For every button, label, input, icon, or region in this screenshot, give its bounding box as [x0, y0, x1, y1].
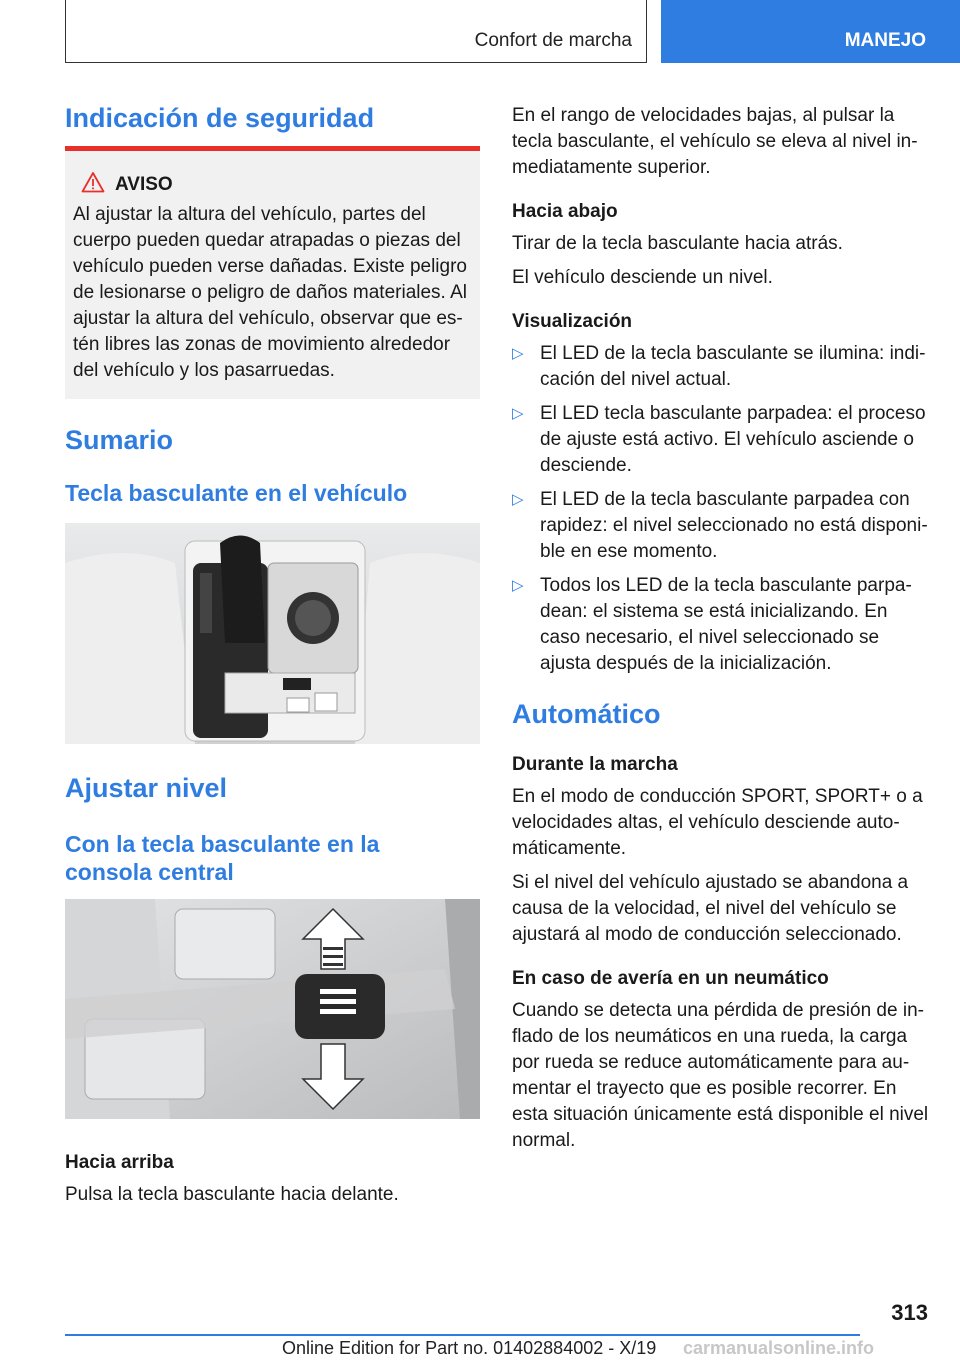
header-tab[interactable] [661, 0, 960, 63]
triangle-bullet-icon: ▷ [512, 577, 524, 594]
list-item [512, 341, 930, 393]
subheading-rocker: Tecla basculante en el vehículo [65, 480, 408, 506]
down-text-1: Tirar de la tecla basculante hacia atrás. [512, 233, 843, 254]
page-number: 313 [891, 1300, 928, 1325]
footer-edition: Online Edition for Part no. 01402884002 - X/19 [282, 1338, 657, 1358]
triangle-bullet-icon: ▷ [512, 405, 524, 422]
list-item-text: El LED de la tecla basculante parpadea con rapidez: el nivel seleccionado no está disponible en ese momento. [540, 489, 928, 562]
heading-automatic: Automático [512, 699, 661, 729]
list-item-text: Todos los LED de la tecla basculante parpadean: el sistema se está inicializando. En caso necesario, el nivel seleccionado se ajusta después de la inicialización. [540, 575, 912, 674]
up-title: Hacia arriba [65, 1152, 174, 1173]
footer-line [65, 1334, 860, 1336]
rocker-key-photo [65, 899, 480, 1119]
list-item [512, 573, 930, 677]
triangle-bullet-icon: ▷ [512, 491, 524, 508]
header-box [65, 0, 647, 63]
subheading-console: Con la tecla basculante en la consola central [65, 831, 380, 885]
triangle-bullet-icon: ▷ [512, 345, 524, 362]
drive-text-2: Si el nivel del vehículo ajustado se abandona a causa de la velocidad, el nivel del vehículo se ajustará al modo de conducción seleccionado. [512, 872, 909, 945]
list-item [512, 401, 930, 479]
visualization-title: Visualización [512, 311, 633, 332]
console-photo [65, 523, 480, 744]
warning-triangle-icon [81, 171, 105, 198]
warning-text: Al ajustar la altura del vehículo, partes del cuerpo pueden quedar atrapadas o piezas del vehículo pueden verse dañadas. Existe peligro de lesionarse o peligro de daños materiales. Al ajustar la altura del vehículo, observar que estén libres las zonas de movimiento alrededor del vehículo y los pasarruedas. [73, 204, 467, 381]
warning-title: AVISO [115, 173, 173, 195]
header-tab-label: MANEJO [844, 30, 926, 51]
warning-box [65, 151, 480, 399]
list-item-text: El LED de la tecla basculante se ilumina: indicación del nivel actual. [540, 343, 926, 390]
down-text-2: El vehículo desciende un nivel. [512, 267, 773, 288]
list-item [512, 487, 930, 565]
up-text: Pulsa la tecla basculante hacia delante. [65, 1184, 399, 1205]
intro-text: En el rango de velocidades bajas, al pulsar la tecla basculante, el vehículo se eleva al nivel inmediatamente superior. [512, 105, 918, 178]
drive-text-1: En el modo de conducción SPORT, SPORT+ o a velocidades altas, el vehículo desciende automáticamente. [512, 786, 923, 859]
heading-safety: Indicación de seguridad [65, 103, 375, 133]
header-section-title: Confort de marcha [474, 30, 632, 51]
tire-title: En caso de avería en un neumático [512, 968, 829, 989]
tire-text: Cuando se detecta una pérdida de presión de inflado de los neumáticos en una rueda, la carga por rueda se reduce automáticamente para aumentar el trayecto que es posible recorrer. En esta situación únicamente está disponible el nivel normal. [512, 1000, 929, 1151]
list-item-text: El LED tecla basculante parpadea: el proceso de ajuste está activo. El vehículo asciende o desciende. [540, 403, 926, 476]
heading-summary: Sumario [65, 425, 174, 455]
footer-watermark: carmanualsonline.info [683, 1338, 875, 1358]
drive-title: Durante la marcha [512, 754, 678, 775]
heading-adjust: Ajustar nivel [65, 773, 228, 803]
down-title: Hacia abajo [512, 201, 618, 222]
